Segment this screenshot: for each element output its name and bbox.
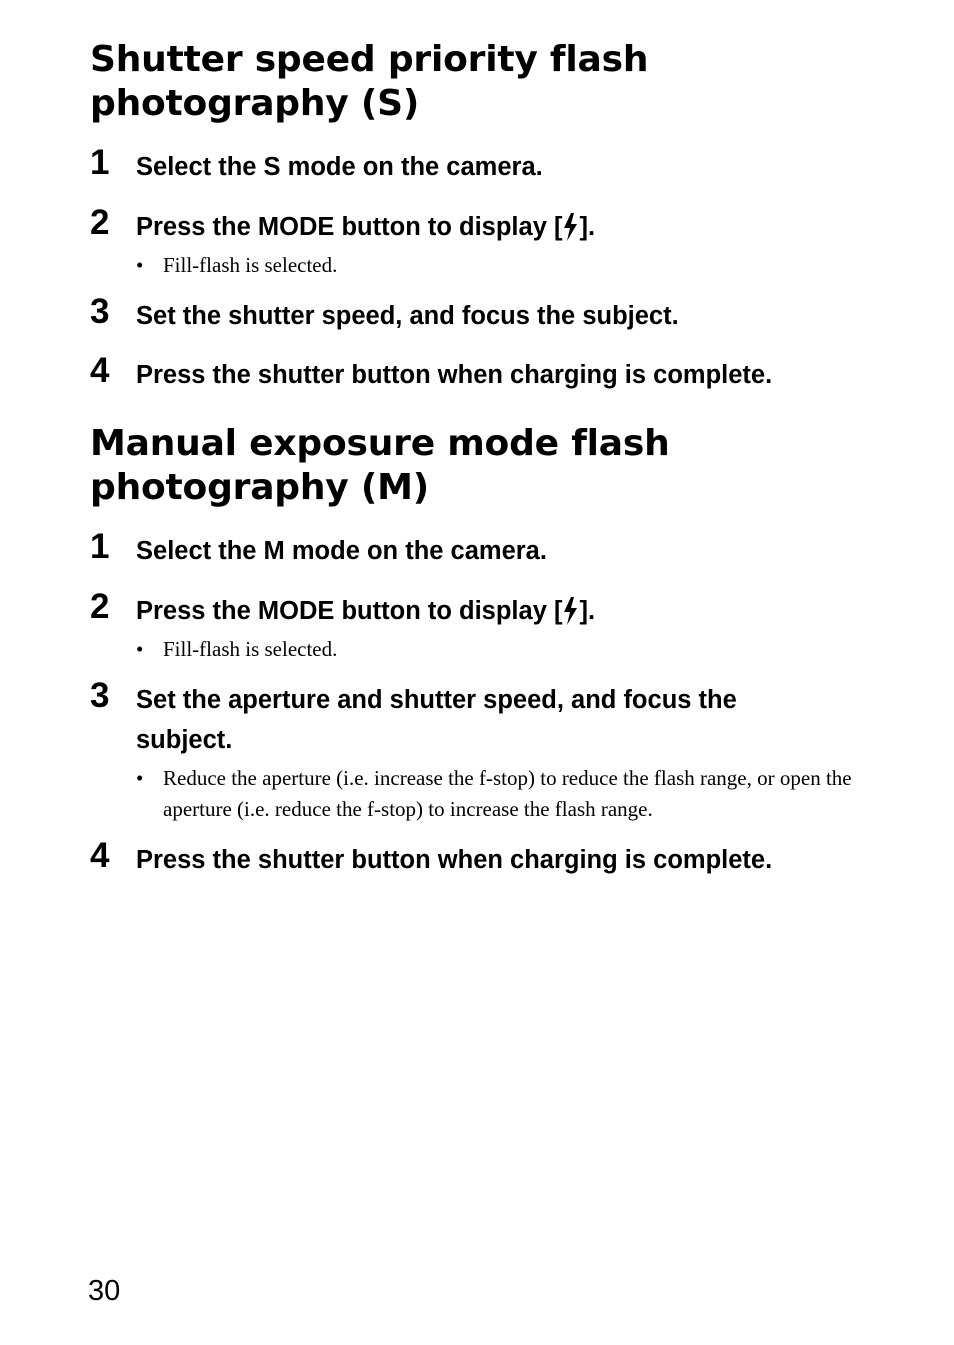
step-text: Select the M mode on the camera. (136, 537, 547, 565)
step-text: Press the MODE button to display [ ]. (136, 597, 596, 625)
section-title: Shutter speed priority flash photography (S) (90, 39, 649, 124)
step-text: Select the S mode on the camera. (136, 153, 543, 181)
step-4 (90, 351, 890, 395)
step-number: 3 (90, 292, 110, 331)
fill-flash-icon (562, 212, 579, 242)
note-text: Fill-flash is selected. (163, 637, 338, 661)
step-text: Press the MODE button to display [ ]. (136, 213, 596, 241)
step-number: 2 (90, 203, 110, 242)
step-number: 4 (90, 836, 110, 875)
page-number: 30 (88, 1275, 121, 1307)
bullet: • (136, 253, 144, 277)
step-1 (90, 143, 890, 187)
step-text: Set the shutter speed, and focus the subject. (136, 302, 679, 330)
note-text: Reduce the aperture (i.e. increase the f-stop) to reduce the flash range, or open the aperture (i.e. reduce the f-stop) to increase the flash range. (163, 766, 852, 821)
step-3 (90, 676, 890, 825)
section-title: Manual exposure mode flash photography (M) (90, 423, 670, 508)
bullet: • (136, 637, 144, 661)
step-text: Set the aperture and shutter speed, and focus the subject. (136, 686, 737, 754)
step-2 (90, 203, 890, 281)
bullet: • (136, 766, 144, 790)
step-1 (90, 527, 890, 571)
step-number: 1 (90, 527, 110, 566)
note-text: Fill-flash is selected. (163, 253, 338, 277)
step-number: 4 (90, 351, 110, 390)
step-number: 1 (90, 143, 110, 182)
step-note (136, 634, 890, 665)
step-number: 3 (90, 676, 110, 715)
fill-flash-icon (562, 596, 579, 626)
step-3 (90, 292, 890, 336)
step-2 (90, 587, 890, 665)
step-text: Press the shutter button when charging is complete. (136, 846, 773, 874)
step-text: Press the shutter button when charging is complete. (136, 361, 773, 389)
section-manual-exposure (90, 422, 890, 880)
step-4 (90, 836, 890, 880)
step-note (136, 250, 890, 281)
step-note (136, 763, 873, 825)
section-shutter-priority (90, 38, 890, 395)
step-number: 2 (90, 587, 110, 626)
